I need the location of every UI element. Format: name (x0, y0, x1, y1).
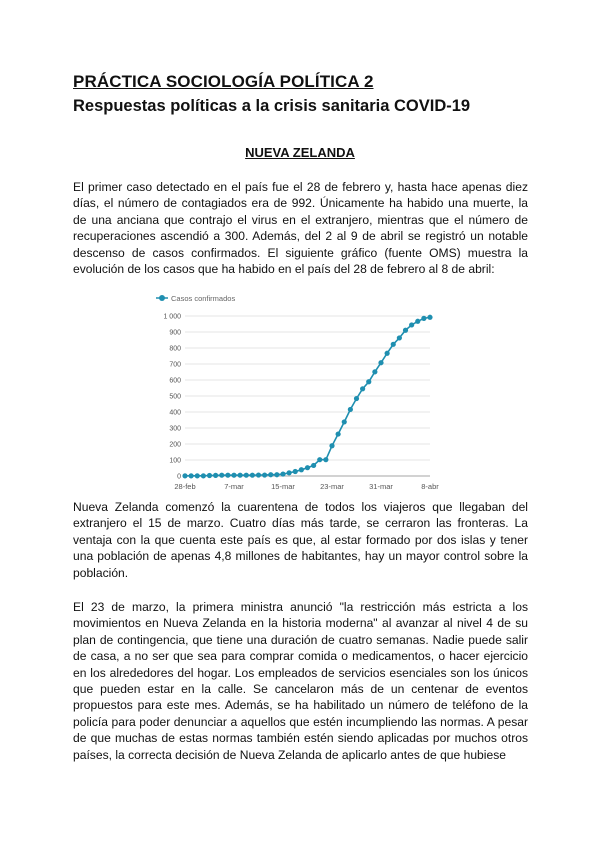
x-tick-label: 8-abr (421, 482, 439, 491)
y-tick-label: 1 000 (163, 313, 181, 321)
data-point (372, 369, 377, 374)
x-tick-label: 7-mar (224, 482, 244, 491)
data-point (323, 457, 328, 462)
data-point (195, 473, 200, 478)
y-tick-label: 0 (177, 473, 181, 481)
data-point (348, 407, 353, 412)
confirmed-cases-chart (150, 288, 450, 493)
data-point (238, 473, 243, 478)
data-point (262, 472, 267, 477)
data-point (354, 396, 359, 401)
data-point (287, 470, 292, 475)
series-line (185, 317, 430, 476)
x-tick-label: 28-feb (174, 482, 196, 491)
data-point (385, 351, 390, 356)
data-point (397, 335, 402, 340)
data-point (225, 473, 230, 478)
y-tick-label: 600 (169, 377, 181, 385)
paragraph-intro: El primer caso detectado en el país fue el 28 de febrero y, hasta hace apenas diez días, el número de contagiados era de 992. Únicamente ha habido una muerte, la de una anciana que contrajo el virus en el extranjero, mientras que el número de recuperaciones ascendió a 300. Además, del 2 al 9 de abril se registró un notable descenso de casos confirmados. El siguiente gráfico (fuente OMS) muestra la evolución de los casos que ha habido en el país del 28 de febrero al 8 de abril: (73, 180, 528, 277)
data-point (293, 469, 298, 474)
data-point (280, 471, 285, 476)
x-tick-label: 31-mar (369, 482, 393, 491)
data-point (256, 472, 261, 477)
x-tick-label: 15-mar (271, 482, 295, 491)
data-point (201, 473, 206, 478)
data-point (305, 465, 310, 470)
y-tick-label: 200 (169, 441, 181, 449)
data-point (409, 322, 414, 327)
y-tick-label: 100 (169, 457, 181, 465)
data-point (336, 431, 341, 436)
y-tick-label: 700 (169, 361, 181, 369)
data-point (366, 379, 371, 384)
document-subtitle: Respuestas políticas a la crisis sanitaria COVID-19 (73, 97, 471, 115)
data-point (391, 342, 396, 347)
data-point (360, 386, 365, 391)
data-point (378, 360, 383, 365)
data-point (207, 473, 212, 478)
data-point (421, 316, 426, 321)
data-point (427, 315, 432, 320)
y-tick-label: 900 (169, 329, 181, 337)
chart-legend (156, 294, 235, 303)
data-point (403, 328, 408, 333)
data-point (299, 467, 304, 472)
data-point (329, 443, 334, 448)
y-tick-label: 300 (169, 425, 181, 433)
y-tick-label: 800 (169, 345, 181, 353)
data-point (342, 419, 347, 424)
data-point (231, 473, 236, 478)
data-point (415, 319, 420, 324)
data-point (189, 473, 194, 478)
y-tick-label: 500 (169, 393, 181, 401)
paragraph-quarantine: Nueva Zelanda comenzó la cuarentena de todos los viajeros que llegaban del extranjero el 15 de marzo. Cuatro días más tarde, se cerraron las fronteras. La ventaja con la que cuenta este país es que, al estar formado por dos islas y tener una población de apenas 4,8 millones de habitantes, hay un mayor control sobre la población. (73, 500, 528, 580)
data-point (311, 463, 316, 468)
x-tick-label: 23-mar (320, 482, 344, 491)
data-point (244, 473, 249, 478)
data-point (268, 472, 273, 477)
document-title: PRÁCTICA SOCIOLOGÍA POLÍTICA 2 (73, 72, 374, 91)
y-tick-label: 400 (169, 409, 181, 417)
data-point (213, 473, 218, 478)
data-point (219, 473, 224, 478)
paragraph-restrictions: El 23 de marzo, la primera ministra anunció "la restricción más estricta a los movimientos en Nueva Zelanda en la historia moderna" al avanzar al nivel 4 de su plan de contingencia, que tiene una duración de cuatro semanas. Nadie puede salir de casa, a no ser que sea para comprar comida o medicamentos, o hacer ejercicio en los alrededores del hogar. Los empleados de servicios esenciales son los únicos que pueden estar en la calle. Se cancelaron más de un centenar de eventos propuestos para este mes. Además, se ha habilitado un número de teléfono de la policía para poder denunciar a aquellos que estén incumpliendo las normas. A pesar de que muchas de estas normas también estén siendo aplicadas por muchos otros países, la correcta decisión de Nueva Zelanda de aplicarlo antes de que hubiese (73, 600, 528, 762)
section-heading: NUEVA ZELANDA (245, 145, 355, 160)
data-point (182, 473, 187, 478)
data-point (250, 473, 255, 478)
data-point (317, 457, 322, 462)
legend-label: Casos confirmados (171, 294, 236, 303)
data-point (274, 472, 279, 477)
